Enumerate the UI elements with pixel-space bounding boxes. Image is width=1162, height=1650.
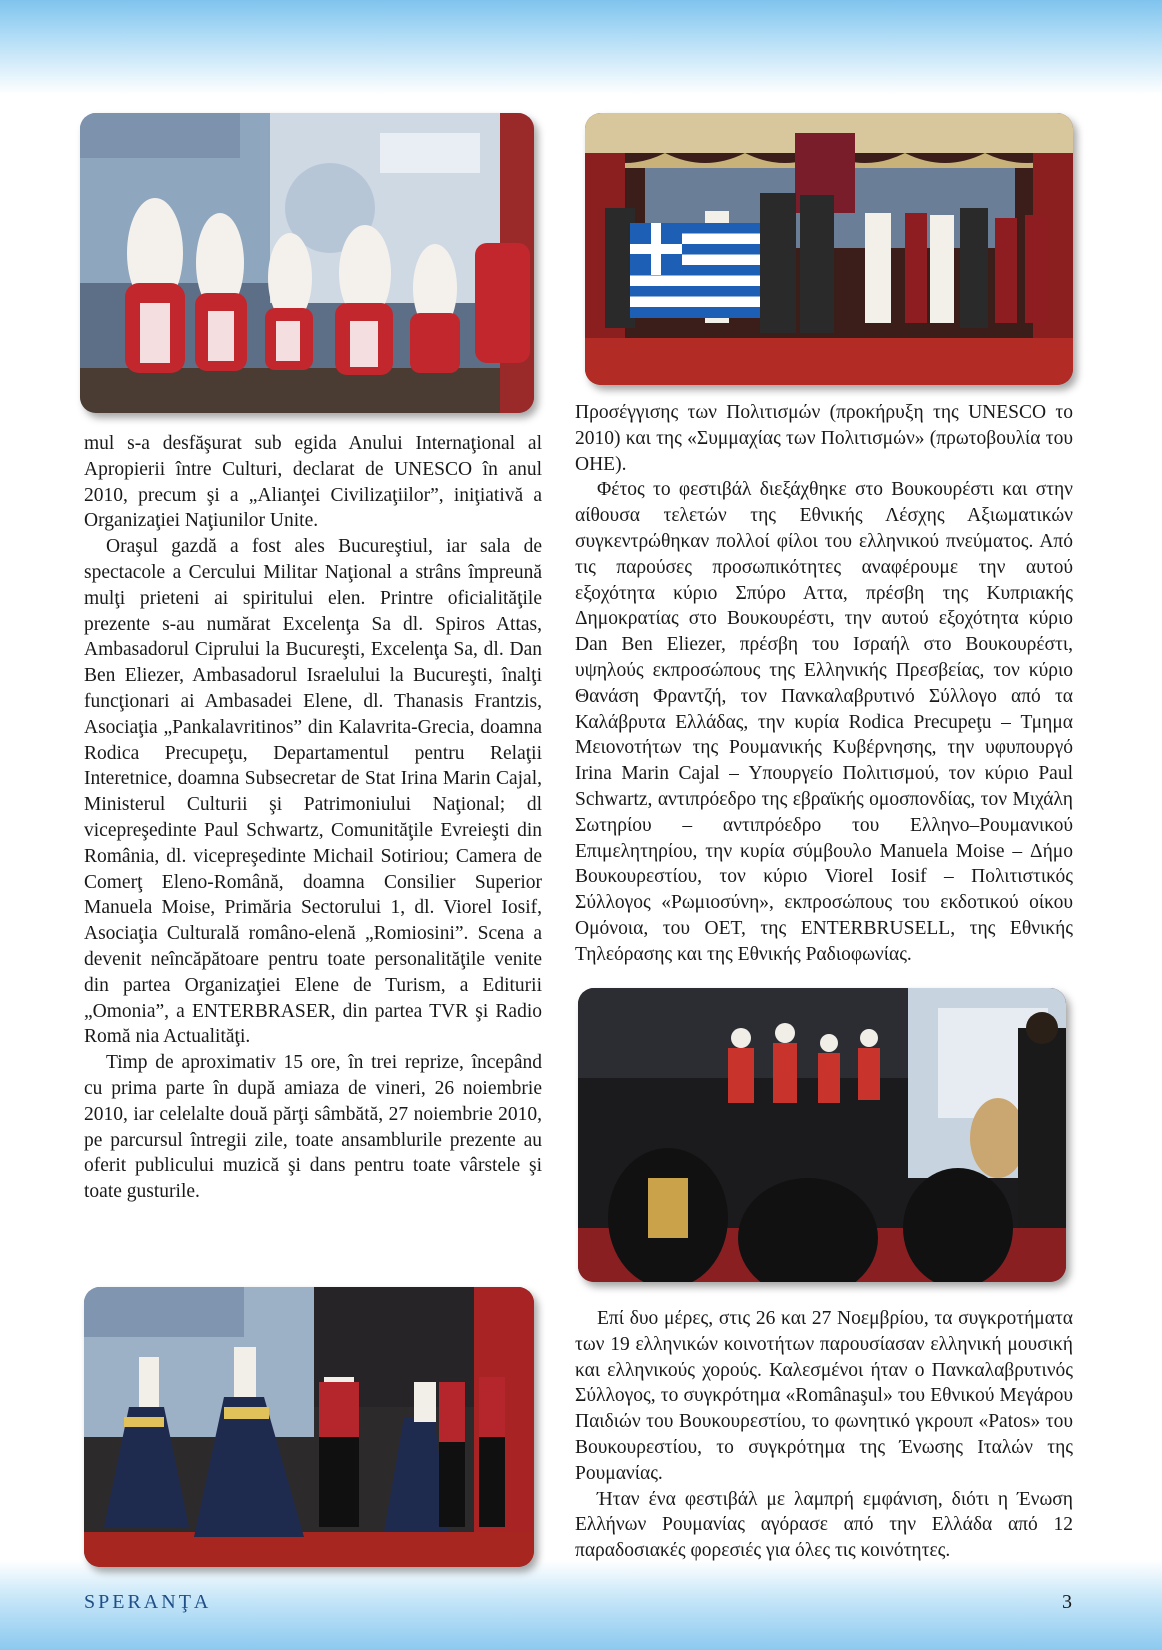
footer-publication-title: SPERANŢA <box>84 1591 212 1613</box>
left-article-column <box>84 431 542 1205</box>
right-article-column-bottom <box>575 1306 1073 1564</box>
couples-dance-photo <box>84 1287 534 1567</box>
left-paragraph-2: Oraşul gazdă a fost ales Bucureştiul, iar sala de spectacole a Cercului Militar Naţional a strâns împreună mulţi prieteni ai spiritului elen. Printre oficialităţile prezente s-au numărat Excelenţa Sa dl. Spiros Attas, Ambasadorul Ciprului la Bucureşti, Excelenţa Sa, dl. Dan Ben Eliezer, Ambasadorul Israelului la Bucureşti, înalţi funcţionari ai Ambasadei Elene, dl. Thanasis Frantzis, Asociaţia „Pankalavritinos” din Kalavrita-Grecia, doamna Rodica Precupeţu, Departamentul pentru Relaţii Interetnice, doamna Subsecretar de Stat Irina Marin Cajal, Ministerul Culturii şi Patrimoniului Naţional; dl vicepreşedinte Paul Schwartz, Comunităţile Evreieşti din România, dl. vicepreşedinte Michail Sotiriou; Camera de Comerţ Eleno-Română, doamna Consilier Superior Manuela Moise, Primăria Sectorului 1, dl. Viorel Iosif, Asociaţia Culturală româno-elenă „Romiosini”. Scena a devenit neîncăpătoare pentru toate personalităţile venite din partea Organizaţiei Elene de Turism, a Editurii „Omonia”, a ENTERBRASER, din partea TVR şi Radio Romă nia Actualităţi. <box>84 536 542 1048</box>
top-gradient-band <box>0 0 1162 95</box>
right-paragraph-4: Ήταν ένα φεστιβάλ με λαμπρή εμφάνιση, διότι η Ένωση Ελλήνων Ρουμανίας αγόρασε από την Ελλάδα από 12 παραδοσιακές φορεσιές για όλες τις κοινότητες. <box>575 1488 1073 1562</box>
footer-page-number: 3 <box>1062 1591 1072 1613</box>
left-paragraph-3: Timp de aproximativ 15 ore, în trei reprize, începând cu prima parte în după amiaza de vineri, 26 noiembrie 2010, iar celelalte două părţi sâmbătă, 27 noiembrie 2010, pe parcursul întregii zile, toate ansamblurile prezente au oferit publicului muzică şi dans pentru toate vârstele şi toate gusturile. <box>84 1052 542 1203</box>
right-paragraph-3: Επί δυο μέρες, στις 26 και 27 Νοεμβρίου, τα συγκροτήματα των 19 ελληνικών κοινοτήτων παρουσίασαν ελληνική μουσική και ελληνικούς χορούς. Καλεσμένοι ήταν ο Πανκαλαβρυτινός Σύλλογος, το συγκρότημα «Românaşul» του Εθνικού Μεγάρου Παιδιών του Βουκουρεστίου, το φωνητικό γκρουπ «Patos» του Βουκουρεστίου, το συγκρότημα της Ένωσης Ιταλών της Ρουμανίας. <box>575 1308 1073 1484</box>
left-paragraph-1: mul s-a desfăşurat sub egida Anului Internaţional al Apropierii între Culturi, declarat de UNESCO în anul 2010, precum şi a „Alianţei Civilizaţiilor”, iniţiativă a Organizaţiei Naţiunilor Unite. <box>84 433 542 532</box>
right-paragraph-1: Προσέγγισης των Πολιτισμών (προκήρυξη της UNESCO το 2010) και της «Συμμαχίας των Πολιτισμών» (πρωτοβουλία του ΟΗΕ). <box>575 402 1073 475</box>
right-paragraph-2: Φέτος το φεστιβάλ διεξάχθηκε στο Βουκουρέστι και στην αίθουσα τελετών της Εθνικής Λέσχης Αξιωματικών συγκεντρώθηκαν πολλοί φίλοι του ελληνικού πνεύματος. Από τις παρούσες προσωπικότητες αναφέρουμε την αυτού εξοχότητα κύριο Σπύρο Αττα, πρέσβη της Κυπριακής Δημοκρατίας στο Βουκουρέστι, την αυτού εξοχότητα κύριο Dan Ben Eliezer, πρέσβη του Ισραήλ στο Βουκουρέστι, υψηλούς εκπροσώπους της Ελληνικής Πρεσβείας, τον κύριο Θανάση Φραντζή, τον Πανκαλαβρυτινό Σύλλογο από τα Καλάβρυτα Ελλάδας, την κυρία Rodica Precupeţu – Τμημα Μειονοτήτων της Ρουμανικής Κυβέρνησης, την υφυπουργό Irina Marin Cajal – Υπουργείο Πολιτισμού, τον κύριο Paul Schwartz, αντιπρόεδρο της εβραϊκής ομοσπονδίας, τον Μιχάλη Σωτηρίου – αντιπρόεδρο του Ελληνο–Ρουμανικού Επιμελητηρίου, την κυρία σύμβουλο Manuela Moise – Δήμο Βουκουρεστίου, τον κύριο Viorel Iosif – Πολιτιστικός Σύλλογος «Ρωμιοσύνη», εκπροσώπους του εκδοτικού οίκου Ομόνοια, του ΟΕΤ, της ENTERBRUSELL, της Εθνικής Τηλεόρασης και της Εθνικής Ραδιοφωνίας. <box>575 479 1073 965</box>
right-article-column-top <box>575 400 1073 968</box>
girls-dance-photo <box>80 113 534 413</box>
circle-dance-photo <box>578 988 1066 1282</box>
group-greek-flag-photo <box>585 113 1073 385</box>
